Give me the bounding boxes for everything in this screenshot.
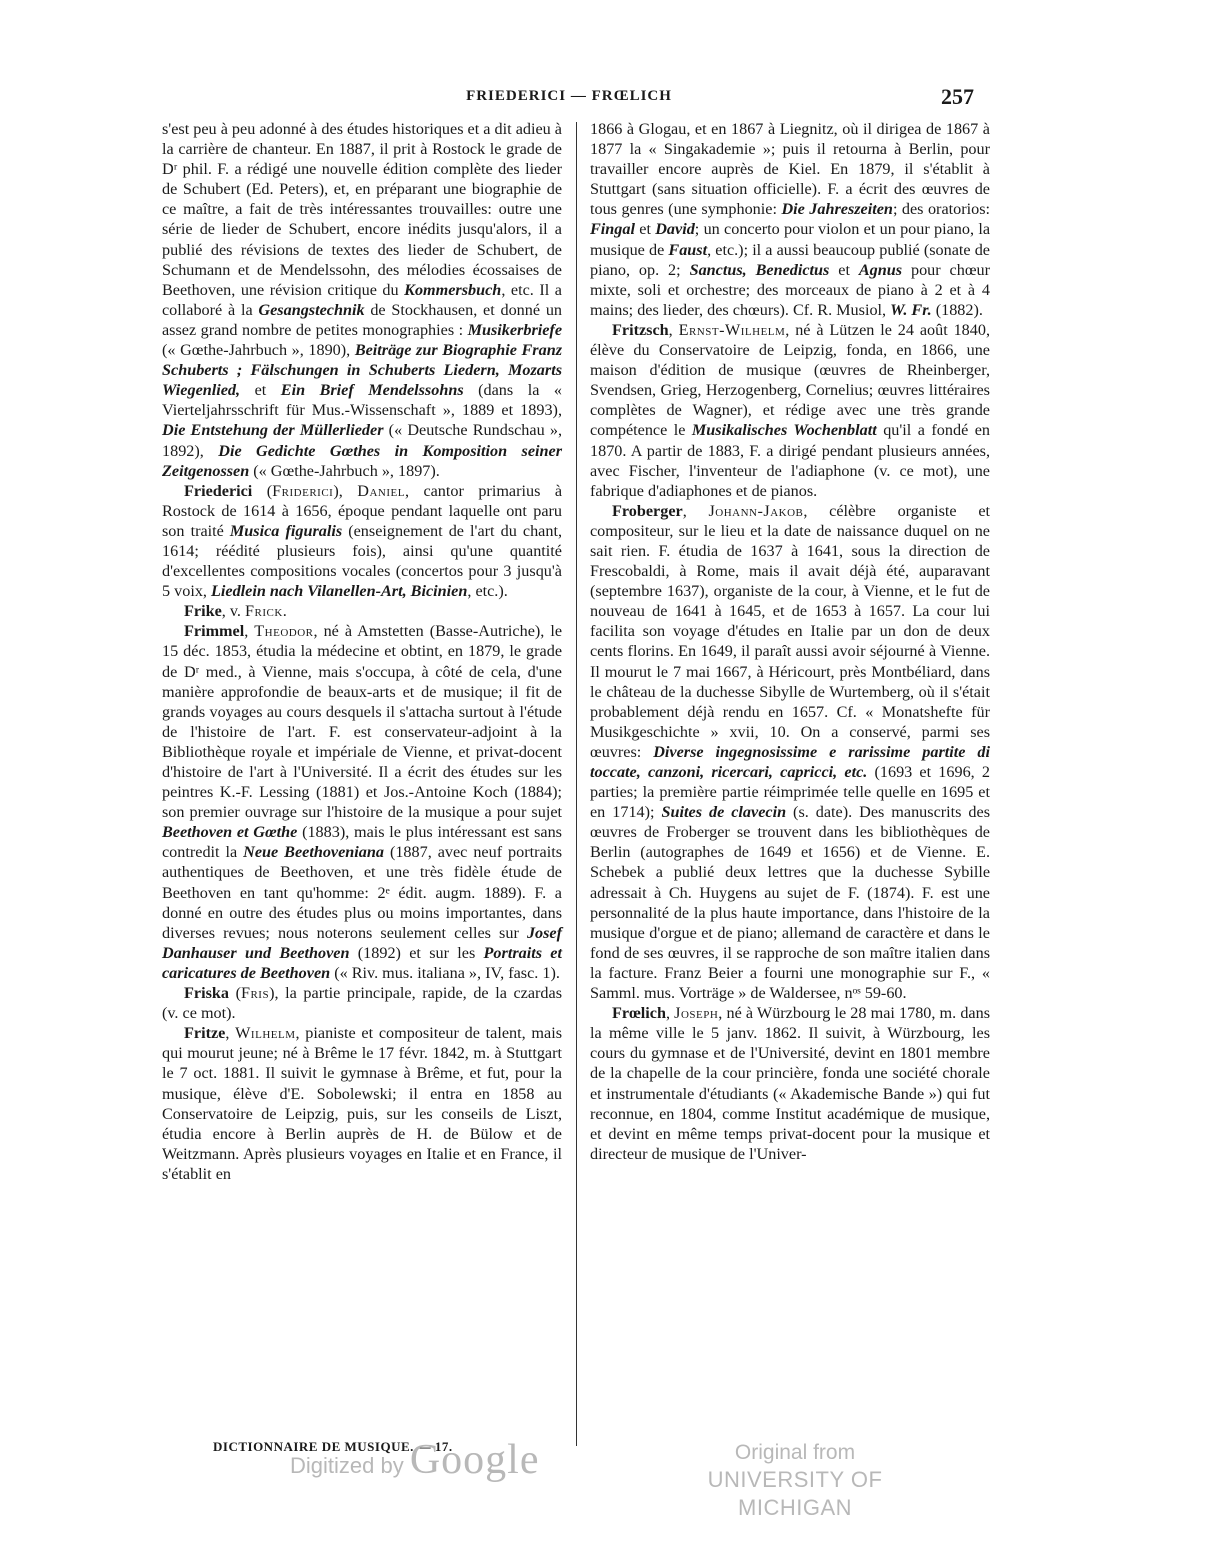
right-column [590, 119, 990, 1164]
entry-friederici: Friederici (Friderici), Daniel, cantor primarius à Rostock de 1614 à 1656, époque pendant laquelle ont paru son traité Musica figuralis (enseignement de l'art du chant, 1614; réédité plusieurs fois), ainsi qu'une quantité d'excellentes compositions vocales (concertos pour 3 jusqu'à 5 voix, Liedlein nach Vilanellen-Art, Bicinien, etc.). [162, 481, 563, 601]
page-number: 257 [941, 84, 974, 109]
entry-frimmel: Frimmel, Theodor, né à Amstetten (Basse-Autriche), le 15 déc. 1853, étudia la médecine et obtint, en 1879, le grade de Dʳ med., à Vienne, mais s'occupa, à côté de cela, d'une manière approfondie de beaux-arts et de musique; il fit de grands voyages au cours desquels il s'attacha surtout à l'étude de l'histoire de l'art. F. est conservateur-adjoint à la Bibliothèque royale et impériale de Vienne, et privat-docent d'histoire de l'art à l'Université. Il a écrit des études sur les peintres K.-F. Lessing (1881) et Jos.-Antoine Koch (1884); son premier ouvrage sur l'histoire de la musique a pour sujet Beethoven et Gœthe (1883), mais le plus intéressant est sans contredit la Neue Beethoveniana (1887, avec neuf portraits authentiques de Beethoven, et une très fidèle étude de Beethoven en tant qu'homme: 2ᵉ édit. augm. 1889). F. a donné en outre des études plus ou moins importantes, dans diverses revues; nous noterons seulement celles sur Josef Danhauser und Beethoven (1892) et sur les Portraits et caricatures de Beethoven (« Riv. mus. italiana », IV, fasc. 1). [162, 622, 563, 982]
headword: Frimmel [184, 622, 245, 641]
entry-continuation: s'est peu à peu adonné à des études historiques et a dit adieu à la carrière de chanteur. En 1887, il prit à Rostock le grade de Dʳ phil. F. a rédigé une nouvelle édition complète des lieder de Schubert (Ed. Peters), et, en préparant une biographie de ce maître, a fait de très intéressantes trouvailles: outre une série de lieder de Schubert, encore inédits jusqu'alors, il a publié des révisions de textes des lieder de Schubert, de Schumann et de Mendelssohn, des mélodies écossaises de Beethoven, une révision critique du Kommersbuch, etc. Il a collaboré à la Gesangstechnik de Stockhausen, et donné un assez grand nombre de petites monographies : Musikerbriefe (« Gœthe-Jahrbuch », 1890), Beiträge zur Biographie Franz Schuberts ; Fälschungen in Schuberts Liedern, Mozarts Wiegenlied, et Ein Brief Mendelssohns (dans la « Vierteljahrsschrift für Mus.-Wissenschaft », 1889 et 1893), Die Entstehung der Müllerlieder (« Deutsche Rundschau », 1892), Die Gedichte Gœthes in Komposition seiner Zeitgenossen (« Gœthe-Jahrbuch », 1897). [162, 120, 563, 480]
google-logo-text: Google [409, 1437, 540, 1483]
digitized-by-text: Digitized by [290, 1453, 404, 1478]
page-header [160, 84, 978, 114]
left-column [162, 119, 562, 1184]
entry-frike: Frike, v. Frick. [184, 602, 287, 621]
headword: Friederici [184, 481, 253, 500]
university-text: UNIVERSITY OF MICHIGAN [707, 1467, 883, 1520]
headword: Froberger [612, 501, 683, 520]
signature-mark: DICTIONNAIRE DE MUSIQUE. — 17. [213, 1439, 453, 1454]
entry-fritzsch: Fritzsch, Ernst-Wilhelm, né à Lützen le 24 août 1840, élève du Conservatoire de Leipzig, fonda, en 1866, une maison d'édition de musique (œuvres de Rheinberger, Svendsen, Grieg, Herzogenberg, Cornelius; œuvres littéraires complètes de Wagner), et rédige avec une très grande compétence le Musikalisches Wochenblatt qu'il a fondé en 1870. A partir de 1883, F. a dirigé pendant plusieurs années, avec Fischer, l'inventeur de l'adiaphone (v. ce mot), une fabrique d'adiaphones et de pianos. [590, 320, 990, 500]
entry-continuation: 1866 à Glogau, et en 1867 à Liegnitz, où il dirigea de 1867 à 1877 la « Singakademie »; puis il retourna à Berlin, pour travailler encore auprès de Kiel. En 1879, il s'établit à Stuttgart (sans situation officielle). F. a écrit des œuvres de tous genres (une symphonie: Die Jahreszeiten; des oratorios: Fingal et David; un concerto pour violon et un pour piano, la musique de Faust, etc.); il a aussi beaucoup publié (sonate de piano, op. 2; Sanctus, Benedictus et Agnus pour chœur mixte, soli et orchestre; des morceaux de piano à 2 et à 4 mains; des lieder, des chœurs). Cf. R. Musiol, W. Fr. (1882). [590, 120, 990, 319]
original-from-text: Original from [734, 1441, 856, 1464]
entry-friska: Friska (Fris), la partie principale, rapide, de la czardas (v. ce mot). [162, 984, 563, 1023]
headword: Fritzsch [612, 320, 669, 339]
entry-froelich: Frœlich, Joseph, né à Würzbourg le 28 mai 1780, m. dans la même ville le 5 janv. 1862. Il suivit, à Würzbourg, les cours du gymnase et de l'Université, devint en 1801 membre de la chapelle de la cour princière, fonda une société chorale et instrumentale d'étudiants (« Akademische Bande ») qui fut reconnue, en 1804, comme Institut académique de musique, et devint en même temps privat-docent pour la musique et directeur de musique de l'Univer- [590, 1004, 991, 1163]
google-watermark [290, 1436, 540, 1484]
column-divider [576, 122, 577, 1446]
headword: Frike [184, 602, 222, 621]
entry-froberger: Froberger, Johann-Jakob, célèbre organiste et compositeur, sur le lieu et la date de naissance duquel on ne sait rien. F. étudia de 1637 à 1641, sous la direction de Frescobaldi, à Rome, mais il avait déjà été, auparavant (septembre 1637), organiste de la cour, à Vienne, et le fut de nouveau de 1641 à 1645, et de 1653 à 1657. La cour lui facilita son voyage d'études en Italie par un don de deux cents florins. En 1649, il paraît aussi avoir séjourné à Vienne. Il mourut le 7 mai 1667, à Héricourt, près Montbéliard, dans le château de la duchesse Sibylle de Wurtemberg, où il s'était probablement déjà rendu en 1657. Cf. « Monatshefte für Musikgeschichte » xvii, 10. On a conservé, parmi ses œuvres: Diverse ingegnosissime e rarissime partite di toccate, canzoni, ricercari, capricci, etc. (1693 et 1696, 2 parties; la première partie réimprimée telle quelle en 1695 et en 1714); Suites de clavecin (s. date). Des manuscrits des œuvres de Froberger se trouvent dans les bibliothèques de Berlin (autographes de 1649 et 1656) et de Vienne. E. Schebek a publié deux lettres que la duchesse Sybille adressait à Ch. Huygens au sujet de F. (1874). F. est une personnalité de la plus haute importance, dans l'histoire de la musique d'orgue et de piano; allemand de caractère et dans le fond de ses œuvres, il se rapproche de son maître italien dans la facture. Franz Beier a fourni une monographie sur F., « Samml. mus. Vorträge » de Waldersee, nᵒˢ 59-60. [590, 501, 991, 1003]
headword: Fritze [184, 1024, 226, 1043]
headword: Friska [184, 984, 229, 1003]
headword: Frœlich [612, 1004, 666, 1023]
running-head: FRIEDERICI — FRŒLICH [466, 88, 672, 104]
library-watermark [660, 1440, 930, 1522]
entry-fritze: Fritze, Wilhelm, pianiste et compositeur de talent, mais qui mourut jeune; né à Brême le 17 févr. 1842, m. à Stuttgart le 7 oct. 1881. Il suivit le gymnase à Brême, et fut, pour la musique, élève d'E. Sobolewski; il entra en 1858 au Conservatoire de Leipzig, puis, sur les conseils de Liszt, étudia encore à Berlin auprès de H. de Bülow et de Weitzmann. Après plusieurs voyages en Italie et en France, il s'établit en [162, 1024, 563, 1183]
